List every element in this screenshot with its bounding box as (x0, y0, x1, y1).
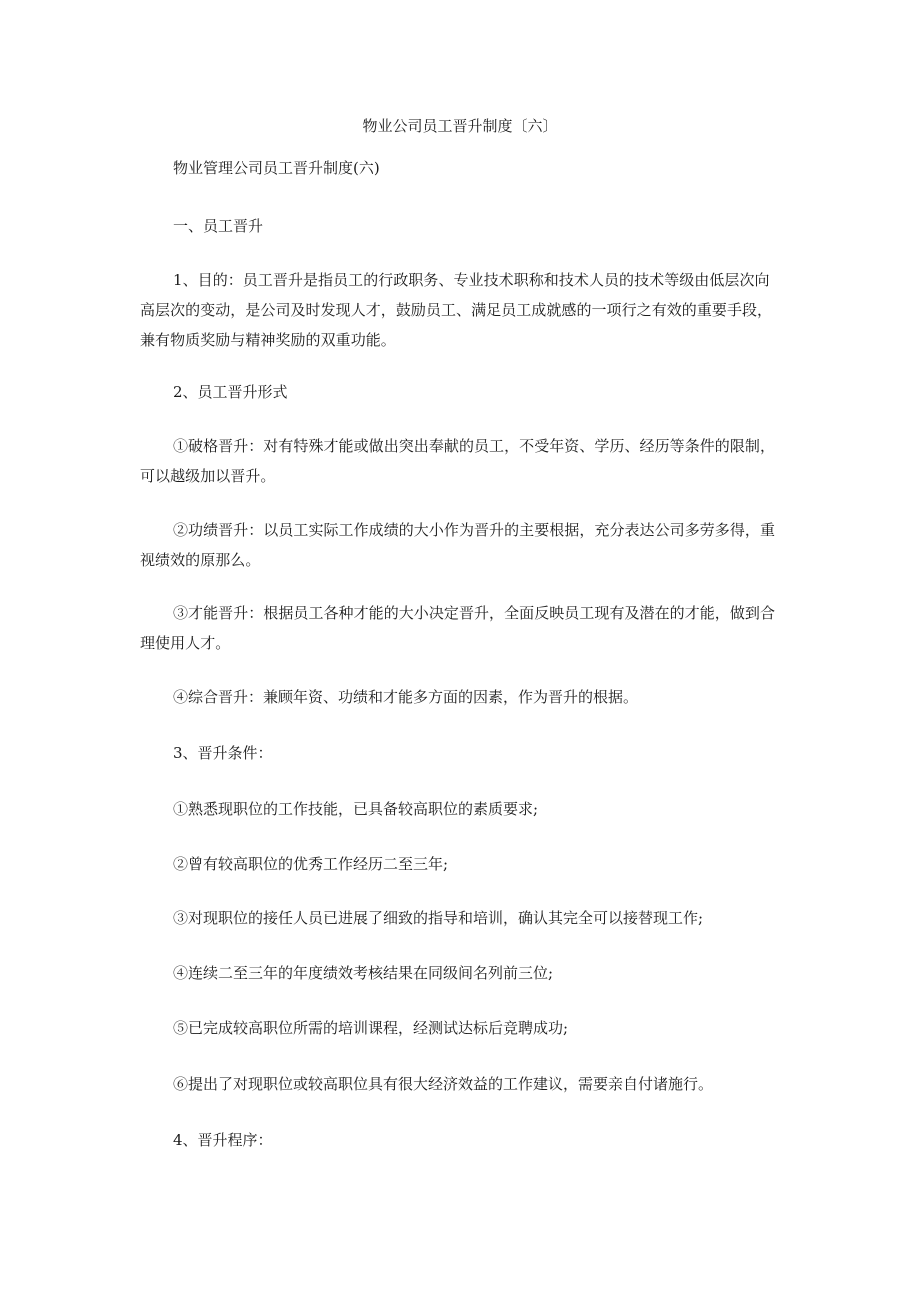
paragraph-purpose: 1、目的：员工晋升是指员工的行政职务、专业技术职称和技术人员的技术等级由低层次向高层次的变动，是公司及时发现人才，鼓励员工、满足员工成就感的一项行之有效的重要手段，兼有物质奖励与精神奖励的双重功能。 (140, 271, 773, 349)
form-item-ability: ③才能晋升：根据员工各种才能的大小决定晋升，全面反映员工现有及潜在的才能，做到合理使用人才。 (140, 604, 776, 652)
condition-item-3: ③对现职位的接任人员已进展了细致的指导和培训，确认其完全可以接替现工作; (173, 909, 704, 927)
section-heading-employee-promotion: 一、员工晋升 (173, 217, 264, 235)
condition-item-6: ⑥提出了对现职位或较高职位具有很大经济效益的工作建议，需要亲自付诸施行。 (173, 1075, 714, 1093)
condition-item-4: ④连续二至三年的年度绩效考核结果在同级间名列前三位; (173, 964, 554, 982)
document-subtitle: 物业管理公司员工晋升制度(六) (173, 159, 380, 177)
form-item-merit: ②功绩晋升：以员工实际工作成绩的大小作为晋升的主要根据，充分表达公司多劳多得，重视绩效的原那么。 (140, 521, 776, 569)
condition-item-5: ⑤已完成较高职位所需的培训课程，经测试达标后竞聘成功; (173, 1019, 569, 1037)
heading-promotion-conditions: 3、晋升条件： (173, 744, 273, 762)
heading-promotion-forms: 2、员工晋升形式 (173, 383, 288, 401)
condition-item-2: ②曾有较高职位的优秀工作经历二至三年; (173, 855, 449, 873)
heading-promotion-procedure: 4、晋升程序： (173, 1131, 273, 1149)
document-title: 物业公司员工晋升制度〔六〕 (362, 117, 558, 135)
condition-item-1: ①熟悉现职位的工作技能，已具备较高职位的素质要求; (173, 800, 539, 818)
form-item-exceptional: ①破格晋升：对有特殊才能或做出突出奉献的员工，不受年资、学历、经历等条件的限制，可以越级加以晋升。 (140, 437, 776, 485)
form-item-comprehensive: ④综合晋升：兼顾年资、功绩和才能多方面的因素，作为晋升的根据。 (173, 688, 639, 706)
